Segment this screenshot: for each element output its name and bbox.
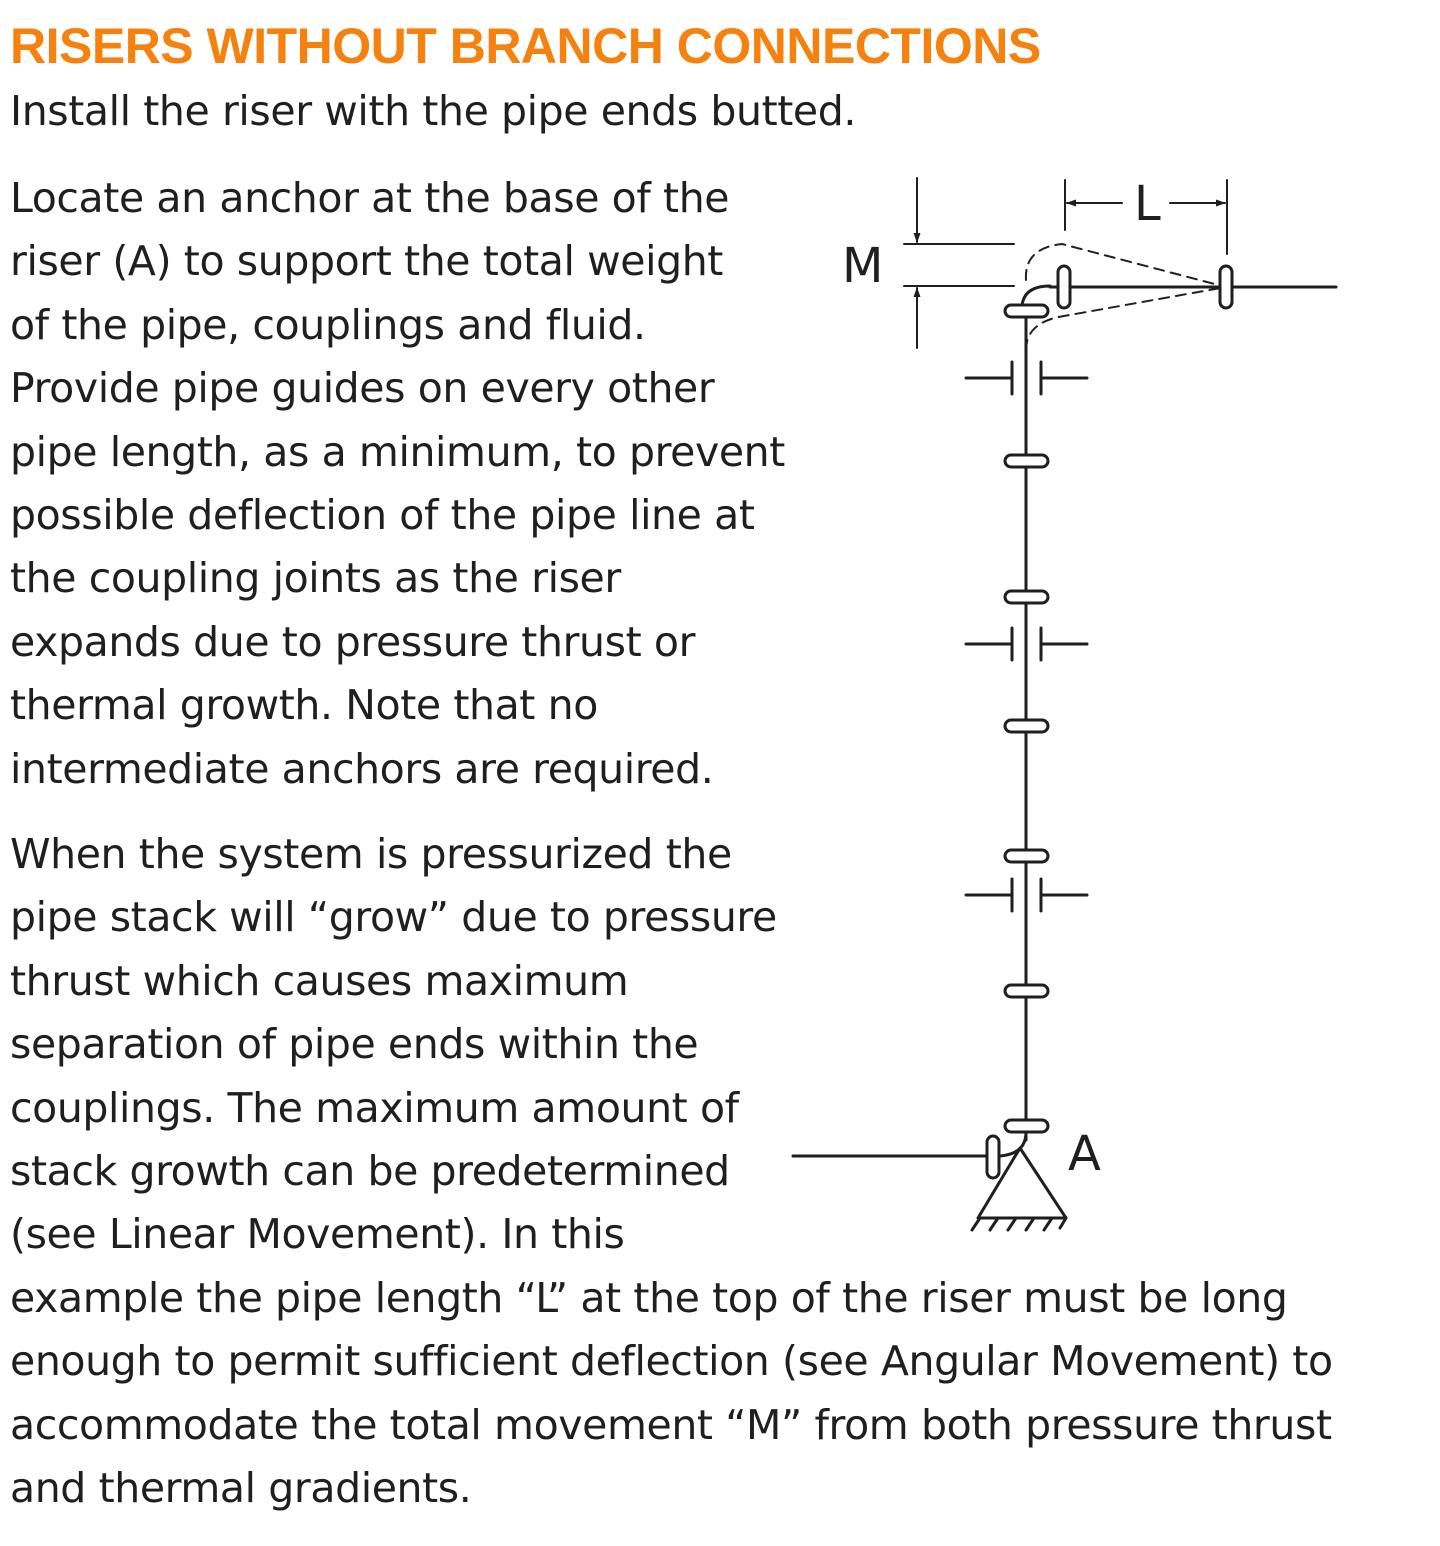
- m-dimension: [904, 178, 1014, 348]
- text-line: expands due to pressure thrust or: [10, 617, 696, 666]
- label-a: A: [1068, 1126, 1101, 1182]
- deflection-dashed-upper: [1026, 244, 1226, 287]
- text-line: of the pipe, couplings and fluid.: [10, 300, 646, 349]
- coupling: [1005, 305, 1048, 317]
- text-line: riser (A) to support the total weight: [10, 237, 723, 286]
- text-line: Locate an anchor at the base of the: [10, 174, 730, 222]
- text-line: Provide pipe guides on every other: [10, 364, 715, 413]
- text-line: couplings. The maximum amount of: [10, 1083, 739, 1132]
- text-line: accommodate the total movement “M” from both pressure thrust: [10, 1400, 1332, 1449]
- text-line: When the system is pressurized the: [10, 830, 732, 878]
- text-line: and thermal gradients.: [10, 1464, 472, 1513]
- text-line: (see Linear Movement). In this: [10, 1210, 625, 1259]
- label-l: L: [1134, 176, 1161, 232]
- text-line: stack growth can be predetermined: [10, 1147, 730, 1196]
- text-line: example the pipe length “L” at the top of the riser must be long: [10, 1273, 1288, 1322]
- top-elbow: [1022, 286, 1050, 306]
- coupling: [1058, 266, 1070, 308]
- coupling: [1005, 1120, 1048, 1132]
- coupling: [1220, 266, 1232, 308]
- coupling: [1005, 850, 1048, 862]
- text-line: thrust which causes maximum: [10, 956, 629, 1005]
- text-line: enough to permit sufficient deflection (see Angular Movement) to: [10, 1337, 1333, 1386]
- text-line: the coupling joints as the riser: [10, 554, 621, 603]
- text-line: separation of pipe ends within the: [10, 1020, 699, 1069]
- text-line: possible deflection of the pipe line at: [10, 491, 755, 540]
- deflection-dashed-lower: [1026, 287, 1226, 350]
- text-line: pipe stack will “grow” due to pressure: [10, 893, 777, 942]
- text-line: intermediate anchors are required.: [10, 744, 714, 793]
- text-line: Install the riser with the pipe ends butted.: [10, 87, 857, 135]
- coupling: [1005, 985, 1048, 997]
- coupling: [1005, 455, 1048, 467]
- coupling: [1005, 591, 1048, 603]
- section-heading: RISERS WITHOUT BRANCH CONNECTIONS: [10, 18, 1041, 74]
- text-line: thermal growth. Note that no: [10, 681, 598, 730]
- coupling: [1005, 720, 1048, 732]
- coupling: [987, 1136, 999, 1178]
- text-line: pipe length, as a minimum, to prevent: [10, 427, 785, 476]
- label-m: M: [842, 238, 884, 294]
